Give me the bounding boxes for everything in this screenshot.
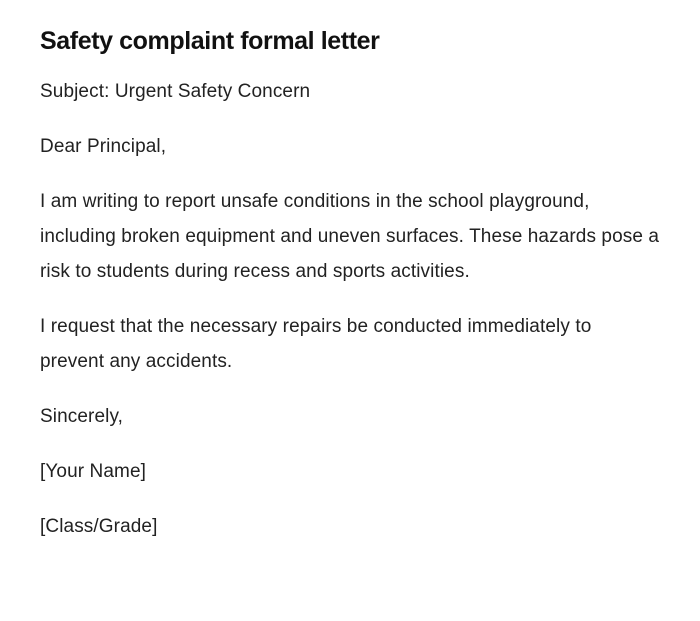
- letter-closing: Sincerely,: [40, 406, 124, 427]
- letter-salutation: Dear Principal,: [40, 136, 167, 157]
- letter-body-paragraph-1: I am writing to report unsafe conditions in the school playground, including broken equipment and uneven surfaces. These hazards pose a risk to students during recess and sports activities.: [40, 191, 660, 282]
- page-title: Safety complaint formal letter: [40, 27, 380, 55]
- signature-name-placeholder: [Your Name]: [40, 461, 147, 482]
- letter-subject: Subject: Urgent Safety Concern: [40, 81, 311, 102]
- letter-body-paragraph-2: I request that the necessary repairs be conducted immediately to prevent any accidents.: [40, 316, 592, 372]
- signature-class-placeholder: [Class/Grade]: [40, 516, 158, 537]
